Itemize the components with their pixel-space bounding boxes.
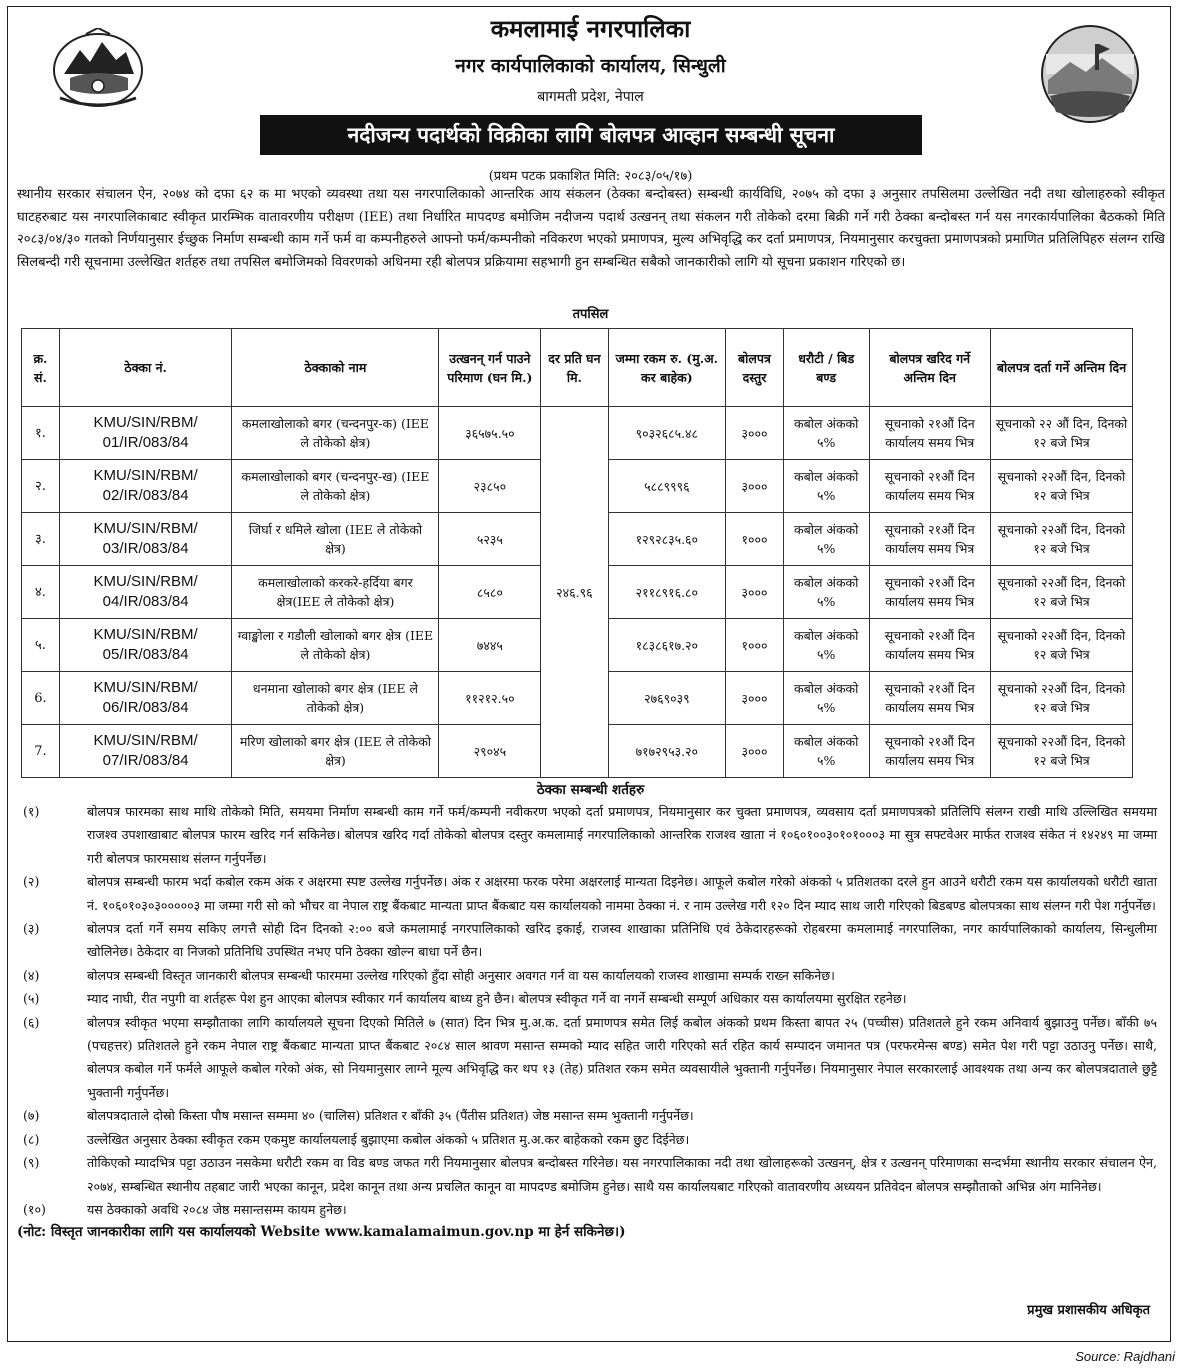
cell-contract-no: KMU/SIN/RBM/ 03/IR/083/84 bbox=[59, 513, 232, 566]
province-line: बागमती प्रदेश, नेपाल bbox=[537, 89, 644, 105]
org-name: कमलामाई नगरपालिका bbox=[490, 14, 691, 43]
condition-number: (३) bbox=[23, 921, 40, 937]
condition-item bbox=[17, 1128, 1157, 1151]
cell-name: जिर्घा र धमिले खोला (IEE ले तोकेको क्षेत्र) bbox=[232, 513, 439, 566]
condition-text: यस ठेक्काको अवधि २०८४ जेष्ठ मसान्तसम्म कायम हुनेछ। bbox=[87, 1201, 347, 1217]
cell-contract-no: KMU/SIN/RBM/ 02/IR/083/84 bbox=[59, 460, 232, 513]
col-header-name: ठेक्काको नाम bbox=[232, 329, 439, 407]
cell-submission-deadline: सूचनाको २२औं दिन, दिनको १२ बजे भित्र bbox=[990, 460, 1132, 513]
condition-item bbox=[17, 1151, 1157, 1198]
col-header-fee: बोलपत्र दस्तुर bbox=[726, 329, 784, 407]
cell-contract-no: KMU/SIN/RBM/ 07/IR/083/84 bbox=[59, 725, 232, 778]
condition-text: बोलपत्रदाताले दोस्रो किस्ता पौष मसान्त सम्ममा ४० (चालिस) प्रतिशत र बाँकी ३५ (पैंतीस प्रतिशत) जेष्ठ मसान्त सम्म भुक्तानी गर्नुपर्नेछ। bbox=[87, 1108, 694, 1124]
cell-contract-no: KMU/SIN/RBM/ 05/IR/083/84 bbox=[59, 619, 232, 672]
cell-bond: कबोल अंकको ५% bbox=[783, 619, 869, 672]
cell-quantity: ७४४५ bbox=[439, 619, 541, 672]
cell-purchase-deadline: सूचनाको २१औं दिन कार्यालय समय भित्र bbox=[869, 513, 990, 566]
cell-purchase-deadline: सूचनाको २१औं दिन कार्यालय समय भित्र bbox=[869, 460, 990, 513]
col-header-submission-deadline: बोलपत्र दर्ता गर्ने अन्तिम दिन bbox=[990, 329, 1132, 407]
condition-item bbox=[17, 1104, 1157, 1127]
condition-text: बोलपत्र दर्ता गर्ने समय सकिए लगत्तै सोही दिन दिनको २:०० बजे कमलामाई नगरपालिकाको खरिद इकाई, राजस्व शाखाका प्रतिनिधि एवं ठेकेदारहरूको रोहबरमा कमलामाई नगरपालिका, नगर कार्यपालिकाको कार्यालय, सिन्धुलीमा खोलिनेछ। ठेकेदार वा निजको प्रतिनिधि उपस्थित नभए पनि ठेक्का खोल्न बाधा पर्ने छैन। bbox=[87, 921, 1157, 960]
cell-purchase-deadline: सूचनाको २१औं दिन कार्यालय समय भित्र bbox=[869, 619, 990, 672]
cell-name: कमलाखोलाको बगर (चन्दनपुर-क) (IEE ले तोकेको क्षेत्र) bbox=[232, 407, 439, 460]
cell-purchase-deadline: सूचनाको २१औं दिन कार्यालय समय भित्र bbox=[869, 725, 990, 778]
col-header-sn: क्र. सं. bbox=[22, 329, 60, 407]
col-header-rate: दर प्रति घन मि. bbox=[541, 329, 608, 407]
cell-fee: ३००० bbox=[726, 672, 784, 725]
cell-amount: २७६९०३९ bbox=[608, 672, 726, 725]
cell-amount: ५८८९९९६ bbox=[608, 460, 726, 513]
condition-number: (६) bbox=[23, 1014, 40, 1030]
cell-fee: ३००० bbox=[726, 566, 784, 619]
website-note: (नोट: विस्तृत जानकारीका लागि यस कार्यालयको Website www.kamalamaimun.gov.np मा हेर्न सकिनेछ।) bbox=[17, 1224, 626, 1241]
cell-fee: १००० bbox=[726, 513, 784, 566]
condition-number: (८) bbox=[23, 1131, 40, 1147]
cell-quantity: २३८५० bbox=[439, 460, 541, 513]
cell-quantity: ३६५७५.५० bbox=[439, 407, 541, 460]
cell-name: धनमाना खोलाको बगर क्षेत्र (IEE ले तोकेको क्षेत्र) bbox=[232, 672, 439, 725]
cell-sn: ४. bbox=[22, 566, 60, 619]
condition-number: (४) bbox=[23, 967, 40, 983]
col-header-purchase-deadline: बोलपत्र खरिद गर्ने अन्तिम दिन bbox=[869, 329, 990, 407]
condition-item bbox=[17, 870, 1157, 917]
intro-paragraph: स्थानीय सरकार संचालन ऐन, २०७४ को दफा ६२ क मा भएको व्यवस्था तथा यस नगरपालिकाको आन्तरिक आय संकलन (ठेक्का बन्दोबस्त) सम्बन्धी कार्यविधि, २०७५ को दफा ३ अनुसार तपसिलमा उल्लेखित नदी तथा खोलाहरुको स्वीकृत घाटहरुबाट यस नगरपालिकाबाट स्वीकृत प्रारम्भिक वातावरणीय परीक्षण (IEE) तथा निर्धारित मापदण्ड बमोजिम नदीजन्य पदार्थ उत्खनन् तथा संकलन गरी तोकेको दरमा बिक्री गर्ने गरी ठेक्का बन्दोबस्त गर्न यस नगरकार्यपालिका बैठकको मिति २०८३/०४/३० गतको निर्णयानुसार ईच्छुक निर्माण सम्बन्धी काम गर्ने फर्म वा कम्पनीहरुले आफ्नो फर्म/कम्पनीको नविकरण भएको प्रमाणपत्र, मुल्य अभिवृद्धि कर दर्ता प्रमाणपत्र, नियमानुसार करचुक्ता प्रमाणपत्रको प्रमाणित प्रतिलिपिहरु संलग्न राखि सिलबन्दी गरी सूचनामा उल्लेखित शर्तहरु तथा तपसिल बमोजिमको विवरणको अधिनमा रही बोलपत्र प्रक्रियामा सहभागी हुन सम्बन्धित सबैको जानकारीको लागि यो सूचना प्रकाशन गरिएको छ। bbox=[17, 187, 1165, 270]
cell-purchase-deadline: सूचनाको २१औं दिन कार्यालय समय भित्र bbox=[869, 407, 990, 460]
cell-contract-no: KMU/SIN/RBM/ 06/IR/083/84 bbox=[59, 672, 232, 725]
cell-purchase-deadline: सूचनाको २१औं दिन कार्यालय समय भित्र bbox=[869, 566, 990, 619]
cell-quantity: ११२१२.५० bbox=[439, 672, 541, 725]
condition-number: (१) bbox=[23, 804, 40, 819]
condition-number: (१०) bbox=[23, 1201, 46, 1217]
col-header-contract-no: ठेक्का नं. bbox=[59, 329, 232, 407]
cell-sn: ५. bbox=[22, 619, 60, 672]
condition-text: बोलपत्र सम्बन्धी विस्तृत जानकारी बोलपत्र सम्बन्धी फारममा उल्लेख गरिएको हुँदा सोही अनुसार अवगत गर्न वा यस कार्यालयको राजस्व शाखामा सम्पर्क राख्न सकिनेछ। bbox=[87, 967, 835, 983]
conditions-list bbox=[17, 800, 1157, 1245]
cell-sn: २. bbox=[22, 460, 60, 513]
cell-amount: २११८९१६.८० bbox=[608, 566, 726, 619]
condition-text: म्याद नाघी, रीत नपुगी वा शर्तहरू पेश हुन आएका बोलपत्र स्वीकार गर्न कार्यालय बाध्य हुने छैन। बोलपत्र स्वीकृत गर्ने वा नगर्ने सम्बन्धी सम्पूर्ण अधिकार यस कार्यालयमा सुरक्षित रहनेछ। bbox=[87, 991, 907, 1007]
cell-fee: ३००० bbox=[726, 407, 784, 460]
cell-bond: कबोल अंकको ५% bbox=[783, 407, 869, 460]
cell-name: ग्वाङ्खोला र गडौली खोलाको बगर क्षेत्र (IEE ले तोकेको क्षेत्र) bbox=[232, 619, 439, 672]
cell-contract-no: KMU/SIN/RBM/ 01/IR/083/84 bbox=[59, 407, 232, 460]
tender-table bbox=[21, 328, 1133, 778]
cell-quantity: २९०४५ bbox=[439, 725, 541, 778]
cell-submission-deadline: सूचनाको २२औं दिन, दिनको १२ बजे भित्र bbox=[990, 566, 1132, 619]
cell-sn: 7. bbox=[22, 725, 60, 778]
col-header-bond: धरौटी / बिड बण्ड bbox=[783, 329, 869, 407]
source-credit: Source: Rajdhani bbox=[1075, 1349, 1175, 1364]
cell-fee: १००० bbox=[726, 619, 784, 672]
notice-title: नदीजन्य पदार्थको विक्रीका लागि बोलपत्र आव्हान सम्बन्धी सूचना bbox=[260, 115, 922, 155]
cell-submission-deadline: सूचनाको २२औं दिन, दिनको १२ बजे भित्र bbox=[990, 513, 1132, 566]
office-name: नगर कार्यपालिकाको कार्यालय, सिन्धुली bbox=[455, 55, 726, 77]
condition-text: उल्लेखित अनुसार ठेक्का स्वीकृत रकम एकमुष्ट कार्यालयलाई बुझाएमा कबोल अंकको ५ प्रतिशत मु.अ.कर बाहेकको रकम छुट दिईनेछ। bbox=[87, 1131, 690, 1147]
cell-sn: 6. bbox=[22, 672, 60, 725]
signature-title: प्रमुख प्रशासकीय अधिकृत bbox=[1027, 1303, 1150, 1318]
condition-text: बोलपत्र फारमका साथ माथि तोकेको मिति, समयमा निर्माण सम्बन्धी काम गर्ने फर्म/कम्पनी नवीकरण भएको दर्ता प्रमाणपत्र, नियमानुसार कर चुक्ता प्रमाणपत्र, व्यवसाय दर्ता प्रमाणपत्रको प्रतिलिपि संलग्न राखी माथि उल्लिखित समयमा राजश्व उपशाखाबाट बोलपत्र फारम खरिद गर्न सकिनेछ। बोलपत्र खरिद गर्दा तोकेको बोलपत्र दस्तुर कमलामाई नगरपालिकाको आन्तरिक राजश्व खाता नं १०६०१००३०१०१०००३ मा सुत्र सफ्टवेअर मार्फत राजश्व संकेत नं १४२४९ मा जम्मा गरी बोलपत्र फारमसाथ संलग्न गर्नुपर्नेछ। bbox=[87, 804, 1157, 866]
table-row bbox=[22, 407, 1133, 460]
table-caption: तपसिल bbox=[572, 307, 609, 322]
condition-item bbox=[17, 800, 1157, 870]
cell-contract-no: KMU/SIN/RBM/ 04/IR/083/84 bbox=[59, 566, 232, 619]
table-header-row bbox=[22, 329, 1133, 407]
cell-bond: कबोल अंकको ५% bbox=[783, 566, 869, 619]
conditions-title: ठेक्का सम्बन्धी शर्तहरु bbox=[536, 782, 645, 798]
cell-submission-deadline: सूचनाको २२ औं दिन, दिनको १२ बजे भित्र bbox=[990, 407, 1132, 460]
condition-item bbox=[17, 1198, 1157, 1221]
cell-name: कमलाखोलाको करकरे-हर्दिया बगर क्षेत्र(IEE ले तोकेको क्षेत्र) bbox=[232, 566, 439, 619]
cell-bond: कबोल अंकको ५% bbox=[783, 725, 869, 778]
condition-number: (७) bbox=[23, 1108, 40, 1124]
condition-number: (९) bbox=[23, 1155, 40, 1171]
condition-text: बोलपत्र स्वीकृत भएमा सम्झौताका लागि कार्यालयले सूचना दिएको मितिले ७ (सात) दिन भित्र मु.अ.क. दर्ता प्रमाणपत्र समेत लिई कबोल अंकको प्रथम किस्ता बापत २५ (पच्चीस) प्रतिशतले हुने रकम अनिवार्य बुझाउनु पर्नेछ। बाँकी ७५ (पचहत्तर) प्रतिशतले हुने रकम नेपाल राष्ट्र बैंकबाट मान्यता प्राप्त बैंकबाट २०८४ साल श्रावण मसान्त सम्मको म्याद सहित जारी गरिएको सर्त रहित कार्य सम्पादन जमानत पत्र (परफरमेन्स बण्ड) समेत पेश गरी पट्टा उठाउनु पर्नेछ। साथै, बोलपत्र कबोल गर्ने फर्मले आफूले कबोल गरेको अंक, सो नियमानुसार लाग्ने मूल्य अभिवृद्धि कर थप १३ (तेह) प्रतिशत रकम समेत व्यवसायीले भुक्तानी गर्नुपर्नेछ। नियमानुसार नेपाल सरकारलाई आवश्यक तथा अन्य कर बोलपत्रदाताले छुट्टै भुक्तानी गर्नुपर्नेछ। bbox=[87, 1014, 1157, 1100]
cell-sn: १. bbox=[22, 407, 60, 460]
cell-purchase-deadline: सूचनाको २१औं दिन कार्यालय समय भित्र bbox=[869, 672, 990, 725]
condition-item bbox=[17, 917, 1157, 964]
condition-item bbox=[17, 1011, 1157, 1105]
col-header-quantity: उत्खनन् गर्न पाउने परिमाण (घन मि.) bbox=[439, 329, 541, 407]
cell-amount: ७१७२९५३.२० bbox=[608, 725, 726, 778]
cell-sn: ३. bbox=[22, 513, 60, 566]
cell-name: कमलाखोलाको बगर (चन्दनपुर-ख) (IEE ले तोकेको क्षेत्र) bbox=[232, 460, 439, 513]
cell-quantity: ५२३५ bbox=[439, 513, 541, 566]
condition-item bbox=[17, 964, 1157, 987]
cell-bond: कबोल अंकको ५% bbox=[783, 513, 869, 566]
cell-amount: ९०३२६८५.४८ bbox=[608, 407, 726, 460]
cell-submission-deadline: सूचनाको २२औं दिन, दिनको १२ बजे भित्र bbox=[990, 619, 1132, 672]
condition-number: (५) bbox=[23, 991, 40, 1007]
cell-bond: कबोल अंकको ५% bbox=[783, 672, 869, 725]
cell-rate: २४६.९६ bbox=[541, 407, 608, 778]
condition-number: (२) bbox=[23, 874, 40, 890]
condition-text: बोलपत्र सम्बन्धी फारम भर्दा कबोल रकम अंक र अक्षरमा स्पष्ट उल्लेख गर्नुपर्नेछ। अंक र अक्षरमा फरक परेमा अक्षरलाई मान्यता दिइनेछ। आफूले कबोल गरेको अंकको ५ प्रतिशतका दरले हुन आउने धरौटी रकम यस कार्यालयको धरौटी खाता नं. १०६०१०३०३०००००३ मा जम्मा गरी सो को भौचर वा नेपाल राष्ट्र बैंकबाट मान्यता प्राप्त बैंकबाट यस कार्यालयको नाममा ठेक्का नं. र नाम उल्लेख गरी १२० दिन म्याद साथ जारी गरिएको बिडबण्ड बोलपत्रका साथ संलग्न गरी पेश गर्नुपर्नेछ। bbox=[87, 874, 1157, 913]
publish-date: (प्रथम पटक प्रकाशित मिति: २०८३/०५/१७) bbox=[488, 169, 693, 184]
cell-amount: १८३८६१७.२० bbox=[608, 619, 726, 672]
cell-fee: ३००० bbox=[726, 725, 784, 778]
cell-fee: ३००० bbox=[726, 460, 784, 513]
col-header-amount: जम्मा रकम रु. (मु.अ. कर बाहेक) bbox=[608, 329, 726, 407]
cell-name: मरिण खोलाको बगर क्षेत्र (IEE ले तोकेको क्षेत्र) bbox=[232, 725, 439, 778]
condition-text: तोकिएको म्यादभित्र पट्टा उठाउन नसकेमा धरौटी रकम वा विड बण्ड जफत गरी नियमानुसार बोलपत्र बन्दोबस्त गरिनेछ। यस नगरपालिकाका नदी तथा खोलाहरूको उत्खनन्, क्षेत्र र उत्खनन् परिमाणका सन्दर्भमा स्थानीय सरकार संचालन ऐन, २०७४, सम्बन्धित स्थानीय तहबाट जारी भएका कानून, प्रदेश कानून तथा अन्य प्रचलित कानून वा मापदण्ड बमोजिम हुनेछ। साथै यस कार्यालयबाट गरिएको वातावरणीय अध्ययन प्रतिवेदन बोलपत्र सम्झौताको अभिन्न अंग मानिनेछ। bbox=[87, 1155, 1157, 1194]
cell-quantity: ८५८० bbox=[439, 566, 541, 619]
cell-amount: १२९२८३५.६० bbox=[608, 513, 726, 566]
cell-submission-deadline: सूचनाको २२औं दिन, दिनको १२ बजे भित्र bbox=[990, 672, 1132, 725]
condition-item bbox=[17, 987, 1157, 1010]
cell-bond: कबोल अंकको ५% bbox=[783, 460, 869, 513]
cell-submission-deadline: सूचनाको २२औं दिन, दिनको १२ बजे भित्र bbox=[990, 725, 1132, 778]
